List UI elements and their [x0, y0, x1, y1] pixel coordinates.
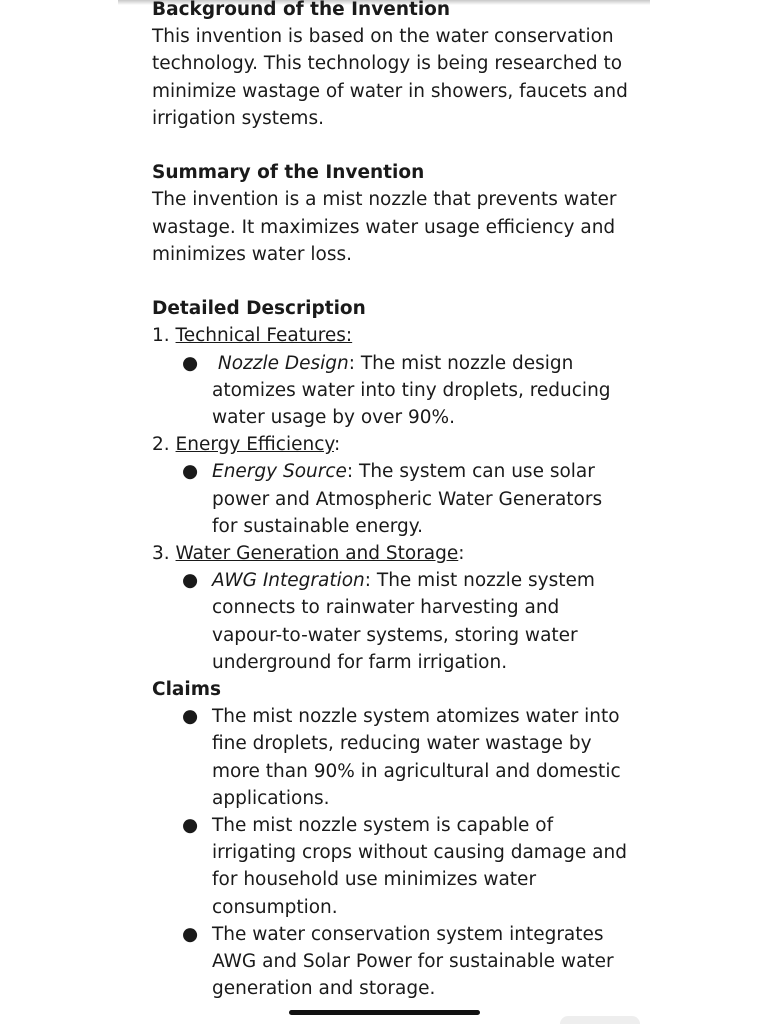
bullet-icon: ●	[182, 815, 199, 837]
bullet-icon: ●	[182, 461, 199, 483]
claims-list	[152, 703, 632, 1002]
claim-item	[152, 921, 632, 1003]
item-title-trail: :	[333, 434, 341, 456]
numbered-item-technical-features	[152, 322, 632, 349]
item-number: 3.	[152, 543, 170, 565]
bullet-icon: ●	[182, 570, 199, 592]
feature-desc: : The system can use solar power and Atmospheric Water Generators for sustainable energy.	[212, 461, 603, 537]
list-item	[152, 350, 632, 432]
background-heading: Background of the Invention	[152, 0, 451, 20]
claim-text: The mist nozzle system atomizes water into fine droplets, reducing water wastage by more than 90% in agricultural and domestic applications.	[212, 706, 621, 809]
list-item	[152, 458, 632, 540]
feature-term: AWG Integration	[212, 570, 365, 592]
bullet-icon: ●	[182, 923, 199, 945]
bullet-list	[152, 350, 632, 432]
claim-text: The water conservation system integrates AWG and Solar Power for sustainable water generation and storage.	[212, 923, 614, 1000]
summary-text: The invention is a mist nozzle that prevents water wastage. It maximizes water usage efficiency and minimizes water loss.	[152, 189, 617, 265]
feature-desc: : The mist nozzle system connects to rainwater harvesting and vapour-to-water systems, storing water underground for farm irrigation.	[212, 570, 595, 673]
document-body	[152, 0, 632, 1002]
item-title: Energy Efficiency	[175, 434, 334, 456]
numbered-item-water-generation	[152, 540, 632, 567]
corner-shade	[560, 1016, 640, 1024]
numbered-item-energy-efficiency	[152, 431, 632, 458]
bullet-list	[152, 458, 632, 540]
feature-desc: : The mist nozzle design atomizes water into tiny droplets, reducing water usage by over 90%.	[212, 352, 611, 429]
item-number: 2.	[152, 434, 170, 456]
item-number: 1.	[152, 325, 170, 347]
list-item	[152, 567, 632, 676]
item-title: Water Generation and Storage	[175, 543, 459, 565]
feature-term: Energy Source	[212, 461, 347, 483]
feature-term: Nozzle Design	[217, 352, 349, 374]
claim-item	[152, 703, 632, 812]
claims-heading: Claims	[152, 679, 222, 701]
claim-item	[152, 812, 632, 921]
home-indicator-bar[interactable]	[289, 1010, 480, 1015]
item-title: Technical Features:	[175, 325, 353, 347]
claim-text: The mist nozzle system is capable of irrigating crops without causing damage and for household use minimizes water consumption.	[212, 815, 627, 918]
background-text: This invention is based on the water conservation technology. This technology is being researched to minimize wastage of water in showers, faucets and irrigation systems.	[152, 26, 628, 129]
section-gap	[152, 268, 632, 295]
summary-heading: Summary of the Invention	[152, 162, 425, 184]
bullet-icon: ●	[182, 706, 199, 728]
detailed-description-heading: Detailed Description	[152, 298, 366, 320]
section-gap	[152, 132, 632, 159]
item-title-trail: :	[458, 543, 465, 565]
bullet-list	[152, 567, 632, 676]
bullet-icon: ●	[182, 352, 199, 374]
